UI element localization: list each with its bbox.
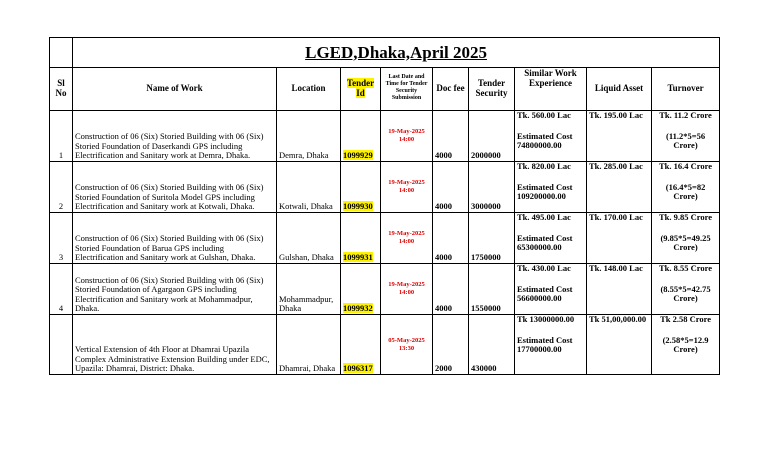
header-sl: Sl No [50, 68, 73, 111]
row-turnover [652, 213, 720, 264]
row-security: 1550000 [469, 264, 515, 315]
row-last-date: 19-May-2025 14:00 [381, 162, 433, 213]
row-turnover-value: Tk 2.58 Crore [660, 314, 711, 324]
row-name: Construction of 06 (Six) Storied Building with 06 (Six) Storied Foundation of Agargaon GPS including Electrification and Sanitary work at Mohammadpur, Dhaka. [73, 264, 277, 315]
row-turnover-calc: (8.55*5=42.75 Crore) [660, 283, 711, 304]
title-spacer [50, 38, 73, 68]
row-sl: 1 [50, 111, 73, 162]
row-turnover-value: Tk. 16.4 Crore [659, 161, 713, 171]
header-doc-fee: Doc fee [433, 68, 469, 111]
row-similar [515, 111, 587, 162]
row-similar-value: Tk 13000000.00 [517, 314, 575, 324]
row-turnover-value: Tk. 11.2 Crore [659, 110, 712, 120]
table-row [50, 264, 720, 315]
row-tender-id-value: 1099930 [343, 201, 373, 212]
row-turnover [652, 315, 720, 375]
header-tender-security: Tender Security [469, 68, 515, 111]
row-security: 2000000 [469, 111, 515, 162]
row-tender-id [341, 162, 381, 213]
row-last-date: 19-May-2025 14:00 [381, 264, 433, 315]
row-est-value: 65300000.00 [517, 242, 562, 253]
row-est-value: 109200000.00 [517, 191, 566, 202]
row-doc-fee: 4000 [433, 162, 469, 213]
tender-table [49, 37, 720, 375]
row-location: Mohammadpur, Dhaka [277, 264, 341, 315]
row-liquid: Tk. 170.00 Lac [587, 213, 652, 264]
row-sl: 3 [50, 213, 73, 264]
row-turnover-calc: (11.2*5=56 Crore) [666, 130, 706, 151]
row-name: Construction of 06 (Six) Storied Building with 06 (Six) Storied Foundation of Suritola Model GPS including Electrification and Sanitary work at Kotwali, Dhaka. [73, 162, 277, 213]
header-similar-work: Similar Work Experience [515, 68, 587, 111]
header-location: Location [277, 68, 341, 111]
header-row [50, 68, 720, 111]
row-doc-fee: 2000 [433, 315, 469, 375]
row-turnover [652, 162, 720, 213]
row-turnover-calc: (16.4*5=82 Crore) [665, 181, 706, 202]
row-similar [515, 315, 587, 375]
row-tender-id [341, 213, 381, 264]
row-doc-fee: 4000 [433, 111, 469, 162]
table-row [50, 315, 720, 375]
row-last-date: 19-May-2025 14:00 [381, 213, 433, 264]
row-tender-id [341, 264, 381, 315]
row-doc-fee: 4000 [433, 213, 469, 264]
row-similar [515, 162, 587, 213]
table-row [50, 162, 720, 213]
table-title: LGED,Dhaka,April 2025 [73, 38, 720, 68]
table-row [50, 213, 720, 264]
row-tender-id-value: 1099932 [343, 303, 373, 314]
row-security: 1750000 [469, 213, 515, 264]
row-tender-id [341, 315, 381, 375]
header-tender-id-label: Tender Id [346, 78, 375, 98]
row-liquid: Tk 51,00,000.00 [587, 315, 652, 375]
row-similar [515, 213, 587, 264]
row-last-date: 05-May-2025 13:30 [381, 315, 433, 375]
row-est-label: Estimated Cost [517, 334, 573, 345]
row-liquid: Tk. 285.00 Lac [587, 162, 652, 213]
row-turnover-calc: (2.58*5=12.9 Crore) [662, 334, 709, 355]
row-similar-value: Tk. 495.00 Lac [517, 212, 571, 222]
row-location: Dhamrai, Dhaka [277, 315, 341, 375]
row-sl: 4 [50, 264, 73, 315]
row-liquid: Tk. 195.00 Lac [587, 111, 652, 162]
row-similar-value: Tk. 820.00 Lac [517, 161, 571, 171]
row-tender-id-value: 1096317 [343, 363, 373, 374]
row-name: Vertical Extension of 4th Floor at Dhamrai Upazila Complex Administrative Extension Building under EDC, Upazila: Dhamrai, District: Dhaka. [73, 315, 277, 375]
row-similar [515, 264, 587, 315]
row-sl: 2 [50, 162, 73, 213]
row-location: Gulshan, Dhaka [277, 213, 341, 264]
row-turnover-value: Tk. 9.85 Crore [659, 212, 713, 222]
row-est-value: 74800000.00 [517, 140, 562, 151]
row-est-label: Estimated Cost [517, 130, 573, 141]
row-name: Construction of 06 (Six) Storied Building with 06 (Six) Storied Foundation of Barua GPS including Electrification and Sanitary work at Gulshan, Dhaka. [73, 213, 277, 264]
row-sl [50, 315, 73, 375]
header-tender-id [341, 68, 381, 111]
row-tender-id-value: 1099929 [343, 150, 373, 161]
table-row [50, 111, 720, 162]
row-name: Construction of 06 (Six) Storied Building with 06 (Six) Storied Foundation of Daserkandi GPS including Electrification and Sanitary work at Demra, Dhaka. [73, 111, 277, 162]
row-location: Kotwali, Dhaka [277, 162, 341, 213]
row-est-label: Estimated Cost [517, 232, 573, 243]
row-est-value: 17700000.00 [517, 344, 562, 355]
row-turnover-calc: (9.85*5=49.25 Crore) [660, 232, 711, 253]
row-turnover [652, 264, 720, 315]
row-location: Demra, Dhaka [277, 111, 341, 162]
row-est-label: Estimated Cost [517, 283, 573, 294]
row-tender-id [341, 111, 381, 162]
row-similar-value: Tk. 430.00 Lac [517, 263, 571, 273]
header-name: Name of Work [73, 68, 277, 111]
row-security: 3000000 [469, 162, 515, 213]
row-liquid: Tk. 148.00 Lac [587, 264, 652, 315]
row-tender-id-value: 1099931 [343, 252, 373, 263]
row-turnover-value: Tk. 8.55 Crore [659, 263, 713, 273]
row-last-date: 19-May-2025 14:00 [381, 111, 433, 162]
header-turnover: Turnover [652, 68, 720, 111]
row-est-value: 56600000.00 [517, 293, 562, 304]
row-turnover [652, 111, 720, 162]
row-est-label: Estimated Cost [517, 181, 573, 192]
header-last-date: Last Date and Time for Tender Security Submission [381, 68, 433, 111]
title-row [50, 38, 720, 68]
header-liquid-asset: Liquid Asset [587, 68, 652, 111]
row-doc-fee: 4000 [433, 264, 469, 315]
row-similar-value: Tk. 560.00 Lac [517, 110, 571, 120]
row-security: 430000 [469, 315, 515, 375]
